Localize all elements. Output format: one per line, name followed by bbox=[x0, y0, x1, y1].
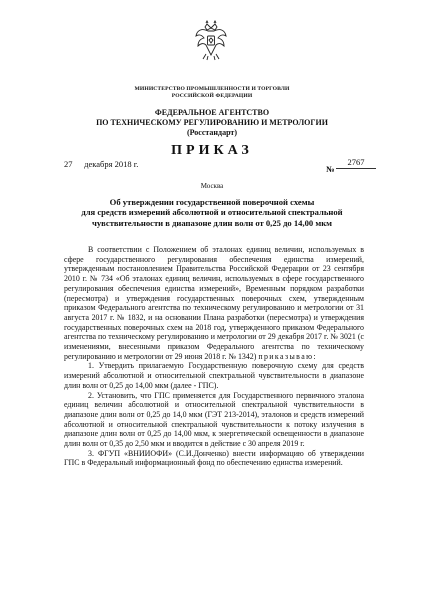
coat-of-arms-emblem bbox=[194, 20, 228, 62]
paragraph-3: 3. ФГУП «ВНИИОФИ» (С.И.Донченко) внести информацию об утверждении ГПС в Федеральный информационный фонд по обеспечению единства измерений. bbox=[64, 448, 364, 468]
paragraph-2: 2. Установить, что ГПС применяется для Государственного первичного эталона единиц величин абсолютной и относительной спектральной чувствительности в диапазоне длин волн от 0,25 до 14,0 мкм (ГЭТ 213-2014), эталонов и средств измерений абсолютной и относительной спектральной чувствительности к потоку излучения в диапазоне длин волн от 0,25 до 14,00 мкм, к энергетической освещенности в диапазоне длин волн от 0,35 до 2,50 мкм и вводится в действие с 30 апреля 2019 г. bbox=[64, 390, 364, 449]
document-date bbox=[64, 159, 138, 169]
paragraph-1: 1. Утвердить прилагаемую Государственную поверочную схему для средств измерений абсолютной и относительной спектральной чувствительности в диапазоне длин волн от 0,25 до 14,00 мкм (далее - ГПС). bbox=[64, 361, 364, 390]
subject-line-1: Об утверждении государственной поверочной схемы bbox=[109, 197, 315, 207]
date-month-year: декабря 2018 г. bbox=[84, 159, 139, 169]
document-type-title: ПРИКАЗ bbox=[171, 143, 253, 158]
document-number: 2767 bbox=[336, 157, 376, 169]
number-label: № bbox=[326, 164, 335, 174]
agency-line-1: ФЕДЕРАЛЬНОЕ АГЕНТСТВО bbox=[154, 108, 270, 117]
agency-line-2: ПО ТЕХНИЧЕСКОМУ РЕГУЛИРОВАНИЮ И МЕТРОЛОГИИ bbox=[96, 118, 328, 127]
agency-name bbox=[0, 108, 424, 138]
ministry-line-2: РОССИЙСКОЙ ФЕДЕРАЦИИ bbox=[171, 93, 253, 99]
preamble-text: В соответствии с Положением об эталонах единиц величин, используемых в сфере государственного регулирования обеспечения единства измерений, утвержденным постановлением Правительства Российской Федерации от 23 сентября 2010 г. № 734 «Об эталонах единиц величин, используемых в сфере государственного регулирования обеспечения единства измерений», Временным порядком разработки (пересмотра) и утверждения государственных поверочных схем, утвержденным приказом Федерального агентства по техническому регулированию и метрологии от 31 августа 2017 г. № 1832, и на основании Плана разработки (пересмотра) и утверждения государственных поверочных схем на 2018 год, утвержденного приказом Федерального агентства по техническому регулированию и метрологии от 29 декабря 2017 г. № 3021 (с изменениями, внесенными приказом Федерального агентства по техническому регулированию и метрологии от 29 июня 2018 г. № 1342) bbox=[64, 245, 364, 361]
subject-line-2: для средств измерений абсолютной и относительной спектральной bbox=[81, 207, 343, 218]
agency-line-3: (Росстандарт) bbox=[186, 128, 238, 137]
ministry-line-1: МИНИСТЕРСТВО ПРОМЫШЛЕННОСТИ И ТОРГОВЛИ bbox=[134, 86, 290, 92]
document-body bbox=[64, 245, 364, 468]
ministry-name bbox=[0, 86, 424, 100]
order-word: приказываю: bbox=[258, 351, 317, 361]
city: Москва bbox=[200, 182, 224, 190]
document-subject bbox=[40, 197, 384, 228]
subject-line-3: чувствительности в диапазоне длин волн от 0,25 до 14,00 мкм bbox=[91, 217, 333, 228]
paragraph-preamble bbox=[64, 245, 364, 361]
date-day: 27 bbox=[64, 159, 73, 169]
